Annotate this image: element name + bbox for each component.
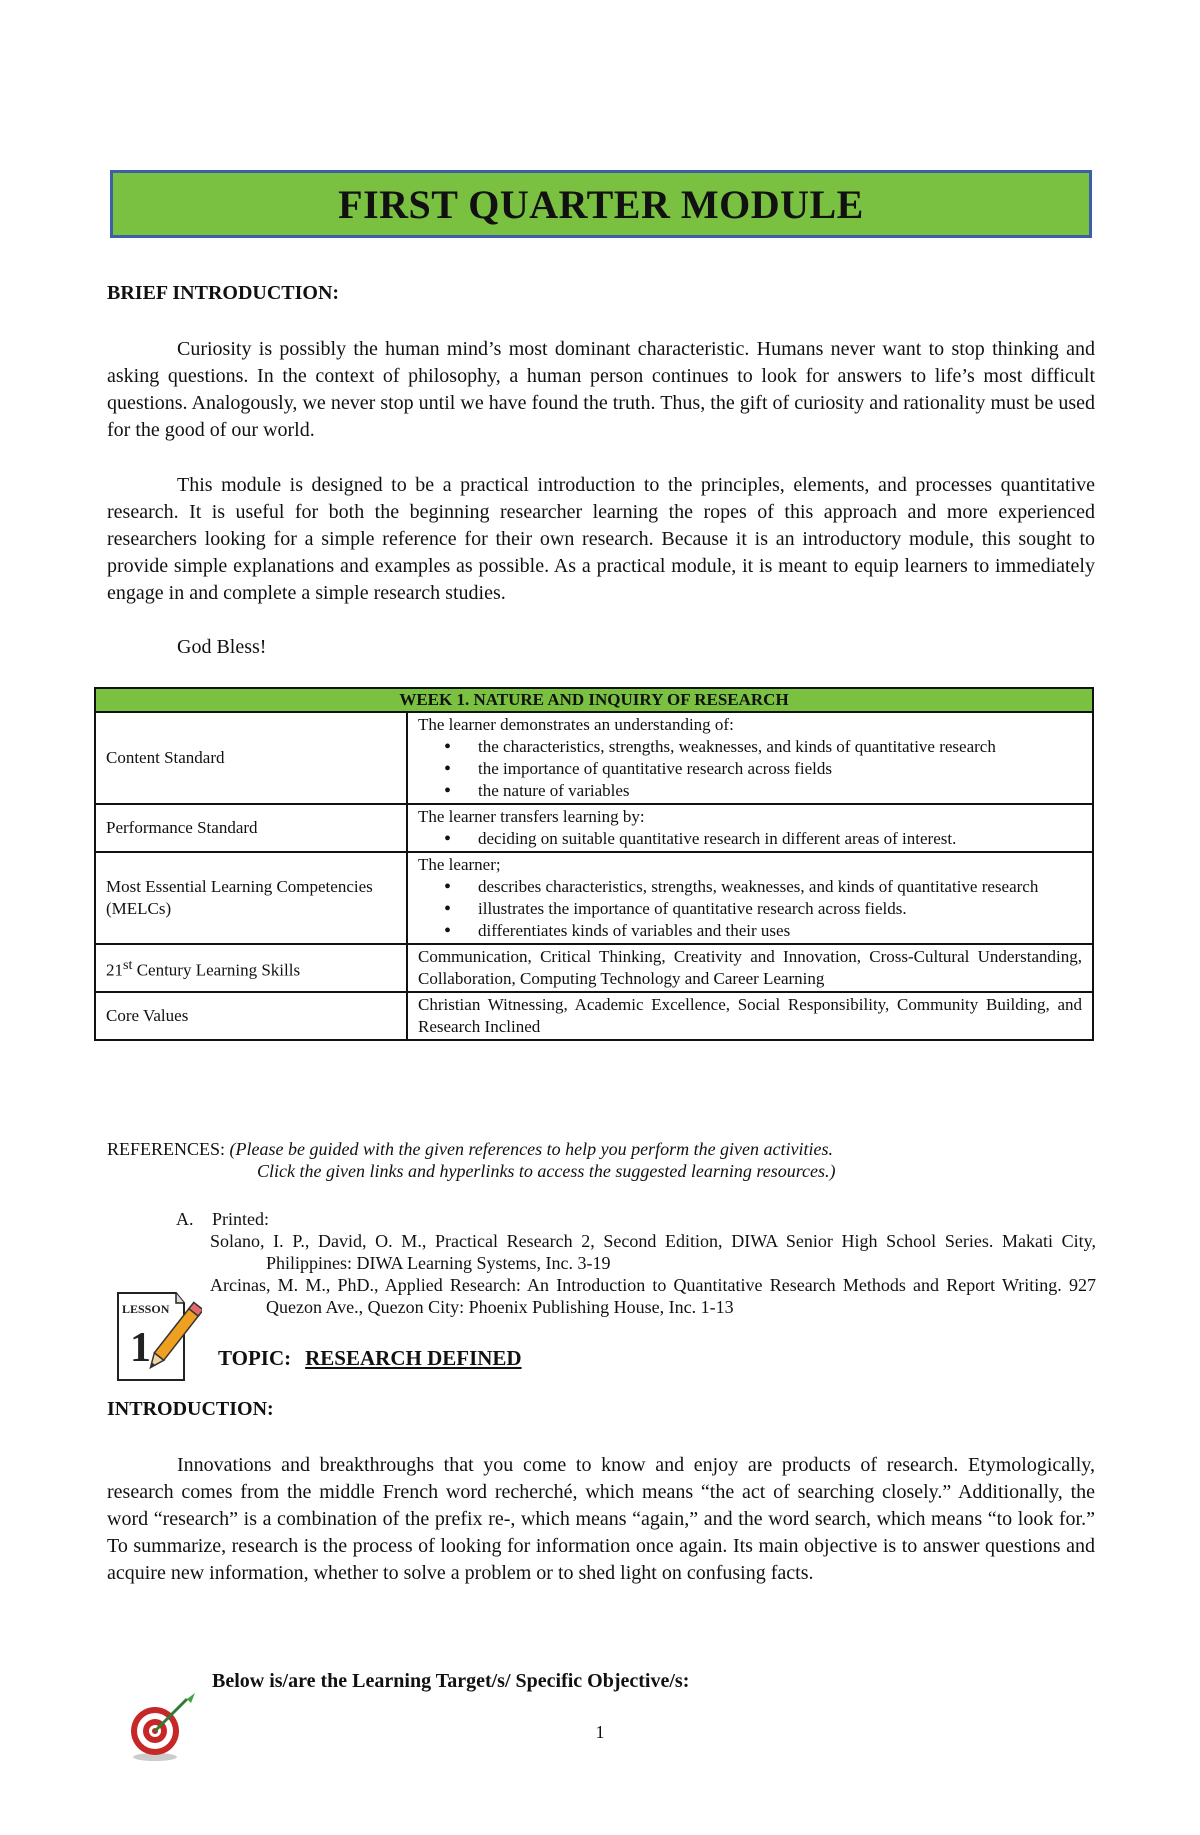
references-block (107, 1138, 1097, 1182)
reference-list (176, 1208, 1096, 1318)
list-item: • deciding on suitable quantitative research in different areas of interest. (478, 828, 1082, 850)
label-number: 21 (106, 960, 123, 980)
list-item: • illustrates the importance of quantitative research across fields. (478, 898, 1082, 920)
brief-introduction-heading: BRIEF INTRODUCTION: (107, 282, 340, 304)
row-label-performance-standard: Performance Standard (95, 804, 407, 852)
label-superscript: st (123, 957, 133, 974)
table-row (95, 712, 1093, 804)
references-note-line-2: Click the given links and hyperlinks to access the suggested learning resources.) (257, 1161, 836, 1181)
lesson-label: LESSON (122, 1302, 170, 1316)
list-item: • describes characteristics, strengths, weaknesses, and kinds of quantitative research (478, 876, 1082, 898)
content-intro: The learner transfers learning by: (418, 807, 645, 826)
lesson-pencil-icon (112, 1285, 202, 1385)
bullet-list (418, 876, 1082, 942)
brief-intro-paragraph-2: This module is designed to be a practical introduction to the principles, elements, and processes quantitative research. It is useful for both the beginning researcher learning the ropes of this approach and more experienced researchers looking for a simple reference for their own research. Because it is an introductory module, this sought to provide simple explanations and examples as possible. As a practical module, it is meant to equip learners to immediately engage in and complete a simple research studies. (107, 474, 1095, 604)
list-marker: A. (176, 1209, 194, 1229)
row-content-core-values: Christian Witnessing, Academic Excellence, Social Responsibility, Community Building, and Research Inclined (407, 992, 1093, 1040)
reference-entry-1: Solano, I. P., David, O. M., Practical Research 2, Second Edition, DIWA Senior High School Series. Makati City, Philippines: DIWA Learning Systems, Inc. 3-19 (210, 1231, 1096, 1273)
references-note-line-1: (Please be guided with the given references to help you perform the given activities. (229, 1139, 834, 1159)
list-item: • the characteristics, strengths, weaknesses, and kinds of quantitative research (478, 736, 1082, 758)
row-content-performance-standard (407, 804, 1093, 852)
topic-label: TOPIC: (218, 1346, 292, 1370)
module-title: FIRST QUARTER MODULE (338, 181, 864, 227)
reference-category: Printed: (212, 1209, 269, 1229)
introduction-paragraph: Innovations and breakthroughs that you come to know and enjoy are products of research. Etymologically, research comes from the middle French word recherché, which means “the act of searching closely.” Additionally, the word “research” is a combination of the prefix re-, which means “again,” and the word search, which means “to look for.” To summarize, research is the process of looking for information once again. Its main objective is to answer questions and acquire new information, whether to solve a problem or to shed light on confusing facts. (107, 1454, 1095, 1584)
content-intro: The learner; (418, 855, 501, 874)
module-title-banner (110, 170, 1092, 238)
table-row (95, 804, 1093, 852)
row-label-21st-century-skills (95, 944, 407, 992)
list-item: • differentiates kinds of variables and their uses (478, 920, 1082, 942)
week-standards-table (94, 687, 1094, 1041)
topic-value: RESEARCH DEFINED (305, 1346, 522, 1370)
row-label-core-values: Core Values (95, 992, 407, 1040)
references-label: REFERENCES: (107, 1139, 226, 1159)
table-row (95, 944, 1093, 992)
closing-blessing: God Bless! (177, 636, 267, 658)
table-row (95, 852, 1093, 944)
row-content-content-standard (407, 712, 1093, 804)
reference-entry-2: Arcinas, M. M., PhD., Applied Research: An Introduction to Quantitative Research Methods and Report Writing. 927 Quezon Ave., Quezon City: Phoenix Publishing House, Inc. 1-13 (210, 1275, 1096, 1317)
week-table-header: WEEK 1. NATURE AND INQUIRY OF RESEARCH (95, 688, 1093, 712)
list-item: • the nature of variables (478, 780, 1082, 802)
content-intro: The learner demonstrates an understanding of: (418, 715, 734, 734)
bullet-list (418, 828, 1082, 850)
brief-intro-paragraph-1: Curiosity is possibly the human mind’s most dominant characteristic. Humans never want to stop thinking and asking questions. In the context of philosophy, a human person continues to look for answers to life’s most difficult questions. Analogously, we never stop until we have found the truth. Thus, the gift of curiosity and rationality must be used for the good of our world. (107, 338, 1095, 441)
page-number: 1 (595, 1722, 605, 1742)
list-item: • the importance of quantitative research across fields (478, 758, 1082, 780)
row-label-melcs: Most Essential Learning Competencies (MELCs) (95, 852, 407, 944)
label-rest: Century Learning Skills (132, 960, 301, 980)
row-label-content-standard: Content Standard (95, 712, 407, 804)
table-row (95, 992, 1093, 1040)
bullet-list (418, 736, 1082, 802)
introduction-heading: INTRODUCTION: (107, 1398, 274, 1420)
lesson-number: 1 (130, 1325, 151, 1371)
row-content-21st-century-skills: Communication, Critical Thinking, Creativity and Innovation, Cross-Cultural Understanding, Collaboration, Computing Technology and Career Learning (407, 944, 1093, 992)
learning-target-heading: Below is/are the Learning Target/s/ Specific Objective/s: (212, 1670, 690, 1692)
row-content-melcs (407, 852, 1093, 944)
topic-line (218, 1346, 562, 1371)
